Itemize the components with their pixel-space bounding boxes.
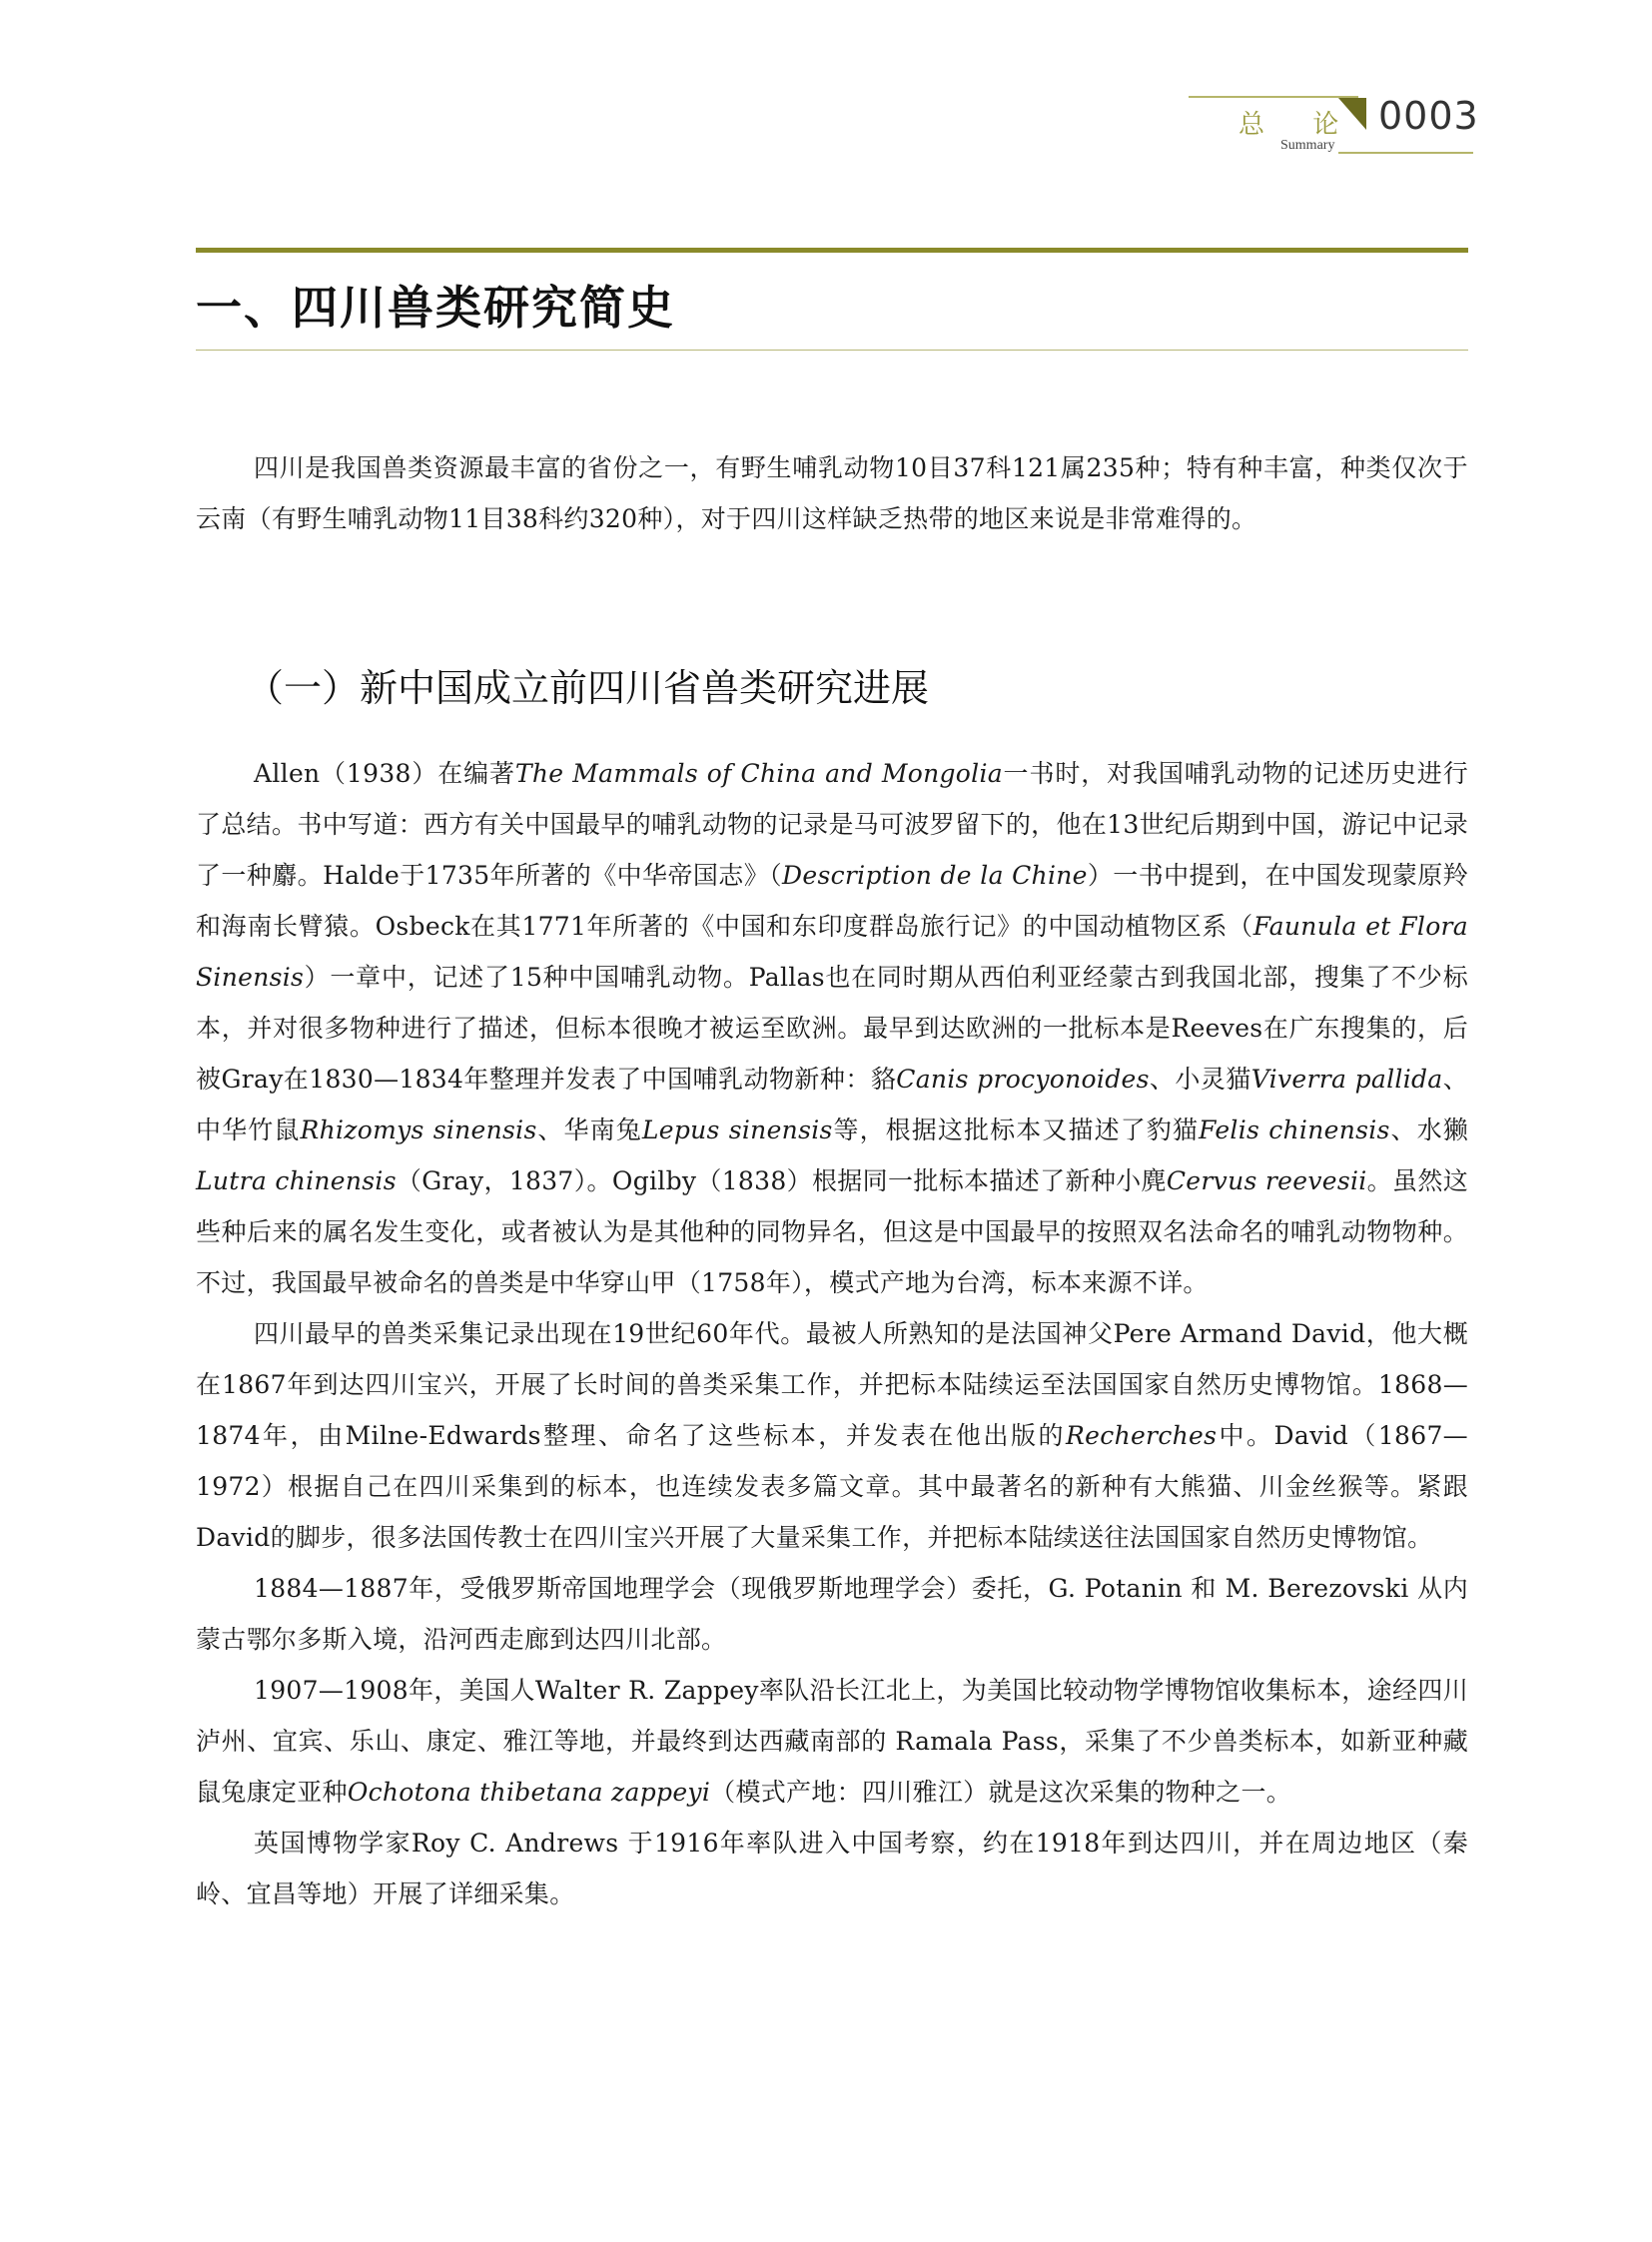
species-name: Felis chinensis: [1199, 1116, 1390, 1144]
section-heading: （一）新中国成立前四川省兽类研究进展: [246, 666, 930, 710]
species-name: Ochotona thibetana zappeyi: [347, 1778, 711, 1807]
species-name: Rhizomys sinensis: [300, 1116, 537, 1144]
paragraph-4: [196, 1665, 1468, 1818]
running-header: [1189, 92, 1478, 162]
title-rule-bottom: [196, 350, 1468, 351]
book-title: Faunula et Flora Sinensis: [196, 912, 1468, 992]
p1-text: 等，根据这批标本又描述了豹猫: [832, 1116, 1200, 1144]
header-rule-bottom: [1338, 152, 1473, 154]
header-rule-top: [1189, 96, 1358, 98]
p1-text: 。虽然这些种后来的属名发生变化，或者被认为是其他种的同物异名，但这是中国最早的按照双名法命名的哺乳动物物种。不过，我国最早被命名的兽类是中华穿山甲（1758年），模式产地为台湾，标本来源不详。: [196, 1166, 1469, 1297]
book-title: Description de la Chine: [782, 861, 1088, 890]
book-title: Recherches: [1066, 1421, 1218, 1450]
header-section-subtitle: Summary: [1280, 138, 1335, 153]
species-name: Viverra pallida: [1250, 1065, 1443, 1094]
p1-text: Allen（1938）在编著: [254, 759, 515, 788]
p1-text: 、中华竹鼠: [196, 1065, 1468, 1144]
p1-text: 、小灵猫: [1149, 1065, 1251, 1094]
intro-block: [196, 442, 1468, 544]
book-title: The Mammals of China and Mongolia: [514, 759, 1003, 788]
p2-text: 中。David（1867—1972）根据自己在四川采集到的标本，也连续发表多篇文章。其中最著名的新种有大熊猫、川金丝猴等。紧跟David的脚步，很多法国传教士在四川宝兴开展了大量采集工作，并把标本陆续送往法国国家自然历史博物馆。: [196, 1421, 1468, 1552]
paragraph-5: 英国博物学家Roy C. Andrews 于1916年率队进入中国考察，约在1918年到达四川，并在周边地区（秦岭、宜昌等地）开展了详细采集。: [196, 1829, 1468, 1908]
p4-text: 1907—1908年，美国人Walter R. Zappey率队沿长江北上，为美国比较动物学博物馆收集标本，途经四川泸州、宜宾、乐山、康定、雅江等地，并最终到达西藏南部的 Ramala Pass，采集了不少兽类标本，如新亚种藏鼠兔康定亚种: [196, 1676, 1468, 1807]
p1-text: 一书时，对我国哺乳动物的记述历史进行了总结。书中写道：西方有关中国最早的哺乳动物的记录是马可波罗留下的，他在13世纪后期到中国，游记中记录了一种麝。Halde于1735年所著的《中华帝国志》（: [196, 759, 1469, 890]
intro-paragraph: 四川是我国兽类资源最丰富的省份之一，有野生哺乳动物10目37科121属235种；特有种丰富，种类仅次于云南（有野生哺乳动物11目38科约320种），对于四川这样缺乏热带的地区来说是非常难得的。: [196, 453, 1468, 533]
header-triangle-ornament: [1338, 98, 1366, 130]
p1-text: （Gray，1837）。Ogilby（1838）根据同一批标本描述了新种小麂: [396, 1166, 1167, 1195]
page-number: 0003: [1378, 94, 1479, 138]
species-name: Lutra chinensis: [196, 1166, 397, 1195]
p1-text: ）一书中提到，在中国发现蒙原羚和海南长臂猿。Osbeck在其1771年所著的《中国和东印度群岛旅行记》的中国动植物区系（: [196, 861, 1468, 941]
species-name: Lepus sinensis: [641, 1116, 833, 1144]
p4-text: （模式产地：四川雅江）就是这次采集的物种之一。: [710, 1778, 1292, 1807]
title-rule-top: [196, 248, 1468, 253]
species-name: Cervus reevesii: [1166, 1166, 1367, 1195]
paragraph-3: 1884—1887年，受俄罗斯帝国地理学会（现俄罗斯地理学会）委托，G. Potanin 和 M. Berezovski 从内蒙古鄂尔多斯入境，沿河西走廊到达四川北部。: [196, 1574, 1468, 1654]
p1-text: ）一章中，记述了15种中国哺乳动物。Pallas也在同时期从西伯利亚经蒙古到我国北部，搜集了不少标本，并对很多物种进行了描述，但标本很晚才被运至欧洲。最早到达欧洲的一批标本是Reeves在广东搜集的，后被Gray在1830—1834年整理并发表了中国哺乳动物新种：貉: [196, 963, 1468, 1094]
p1-text: 、华南兔: [536, 1116, 642, 1144]
chapter-title: 一、四川兽类研究简史: [196, 281, 675, 335]
p2-text: 四川最早的兽类采集记录出现在19世纪60年代。最被人所熟知的是法国神父Pere Armand David，他大概在1867年到达四川宝兴，开展了长时间的兽类采集工作，并把标本陆续运至法国国家自然历史博物馆。1868—1874年，由Milne-Edwards整理、命名了这些标本，并发表在他出版的: [196, 1319, 1468, 1450]
species-name: Canis procyonoides: [896, 1065, 1150, 1094]
p1-text: 、水獭: [1389, 1116, 1468, 1144]
paragraph-1: [196, 748, 1468, 1308]
main-text: [196, 748, 1468, 1919]
paragraph-2: [196, 1308, 1468, 1563]
header-section-title: 总 论: [1239, 110, 1359, 140]
